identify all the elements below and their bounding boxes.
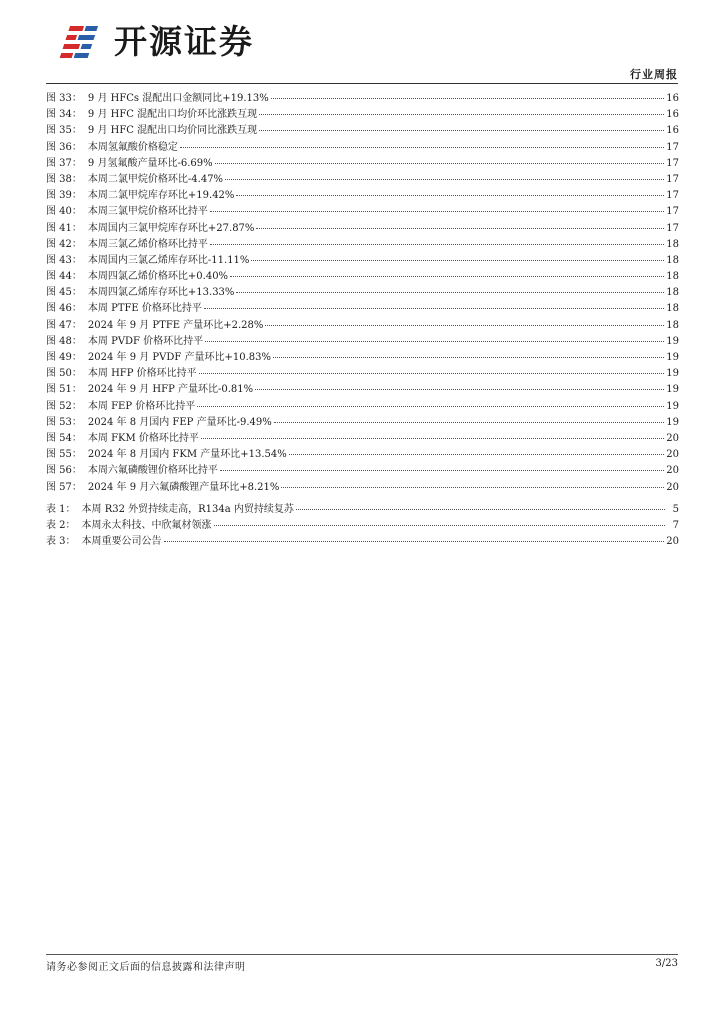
entry-number: 图 35 bbox=[46, 125, 72, 137]
toc-entry[interactable]: 图 49： 2024 年 9 月 PVDF 产量环比+10.83% 19 bbox=[46, 352, 679, 363]
toc-entry[interactable]: 图 34： 9 月 HFC 混配出口均价环比涨跌互现 16 bbox=[46, 109, 679, 121]
entry-number: 图 40 bbox=[46, 206, 72, 218]
entry-number: 图 45 bbox=[46, 287, 72, 299]
toc-entry[interactable]: 表 3： 本周重要公司公告 20 bbox=[46, 536, 679, 548]
dot-leader bbox=[256, 228, 664, 229]
dot-leader bbox=[274, 422, 665, 423]
entry-page: 17 bbox=[666, 157, 679, 169]
entry-number: 图 48 bbox=[46, 335, 72, 347]
entry-page: 18 bbox=[666, 319, 679, 331]
entry-number: 图 43 bbox=[46, 254, 72, 266]
dot-leader bbox=[273, 357, 664, 358]
entry-page: 16 bbox=[666, 93, 679, 104]
entry-title: 本周三氯甲烷价格环比持平 bbox=[87, 206, 208, 218]
entry-title: 本周四氯乙烯库存环比+13.33% bbox=[87, 287, 235, 299]
toc-entry[interactable]: 图 47： 2024 年 9 月 PTFE 产量环比+2.28% 18 bbox=[46, 319, 679, 331]
entry-title: 2024 年 9 月六氟磷酸锂产量环比+8.21% bbox=[87, 481, 280, 493]
entry-title: 本周 FKM 价格环比持平 bbox=[87, 432, 199, 444]
entry-page: 17 bbox=[666, 141, 679, 153]
dot-leader bbox=[259, 114, 664, 115]
dot-leader bbox=[201, 438, 664, 439]
entry-number: 图 50 bbox=[46, 368, 72, 380]
entry-page: 20 bbox=[666, 432, 679, 444]
entry-title: 本周国内三氯甲烷库存环比+27.87% bbox=[87, 222, 255, 234]
dot-leader bbox=[281, 487, 664, 488]
entry-title: 本周二氯甲烷价格环比-4.47% bbox=[87, 173, 224, 185]
entry-title: 2024 年 9 月 HFP 产量环比-0.81% bbox=[87, 384, 254, 396]
entry-title: 本周三氯乙烯价格环比持平 bbox=[87, 238, 208, 250]
entry-page: 18 bbox=[666, 287, 679, 299]
entry-title: 9 月氢氟酸产量环比-6.69% bbox=[87, 157, 213, 169]
dot-leader bbox=[180, 147, 664, 148]
entry-number: 图 49 bbox=[46, 352, 72, 363]
entry-number: 图 41 bbox=[46, 222, 72, 234]
entry-number: 图 34 bbox=[46, 109, 72, 121]
entry-page: 17 bbox=[666, 222, 679, 234]
entry-title: 2024 年 8 月国内 FEP 产量环比-9.49% bbox=[87, 416, 272, 428]
entry-number: 图 39 bbox=[46, 190, 72, 202]
entry-page: 18 bbox=[666, 254, 679, 266]
entry-page: 19 bbox=[666, 352, 679, 363]
page-number: 3/23 bbox=[655, 958, 678, 969]
toc-entry[interactable]: 图 41： 本周国内三氯甲烷库存环比+27.87% 17 bbox=[46, 222, 679, 234]
toc-entry[interactable]: 图 39： 本周二氯甲烷库存环比+19.42% 17 bbox=[46, 190, 679, 202]
entry-title: 本周重要公司公告 bbox=[81, 536, 162, 548]
entry-number: 图 57 bbox=[46, 481, 72, 493]
dot-leader bbox=[205, 341, 664, 342]
entry-number: 图 52 bbox=[46, 400, 72, 412]
toc-entry[interactable]: 图 57： 2024 年 9 月六氟磷酸锂产量环比+8.21% 20 bbox=[46, 481, 679, 493]
toc-entry[interactable]: 图 36： 本周氢氟酸价格稳定 17 bbox=[46, 141, 679, 153]
entry-page: 18 bbox=[666, 303, 679, 315]
toc-entry[interactable]: 表 1： 本周 R32 外贸持续走高，R134a 内贸持续复苏 5 bbox=[46, 504, 679, 515]
toc-entry[interactable]: 图 52： 本周 FEP 价格环比持平 19 bbox=[46, 400, 679, 412]
toc-entry[interactable]: 图 54： 本周 FKM 价格环比持平 20 bbox=[46, 432, 679, 444]
header-divider bbox=[46, 83, 678, 84]
dot-leader bbox=[255, 389, 664, 390]
report-type: 行业周报 bbox=[630, 68, 678, 81]
dot-leader bbox=[199, 373, 665, 374]
dot-leader bbox=[265, 325, 664, 326]
dot-leader bbox=[236, 195, 664, 196]
entry-title: 9 月 HFC 混配出口均价同比涨跌互现 bbox=[87, 125, 258, 137]
brand-logo-icon bbox=[58, 20, 108, 64]
entry-page: 19 bbox=[666, 400, 679, 412]
entry-title: 本周 HFP 价格环比持平 bbox=[87, 368, 197, 380]
entry-page: 20 bbox=[666, 481, 679, 493]
entry-title: 本周二氯甲烷库存环比+19.42% bbox=[87, 190, 235, 202]
dot-leader bbox=[230, 276, 664, 277]
figure-list bbox=[46, 89, 679, 494]
brand-name: 开源证券 bbox=[114, 22, 254, 61]
toc-entry[interactable]: 图 43： 本周国内三氯乙烯库存环比-11.11% 18 bbox=[46, 254, 679, 266]
toc-entry[interactable]: 图 55： 2024 年 8 月国内 FKM 产量环比+13.54% 20 bbox=[46, 449, 679, 461]
entry-page: 20 bbox=[666, 449, 679, 461]
entry-number: 图 53 bbox=[46, 416, 72, 428]
entry-number: 图 33 bbox=[46, 93, 72, 104]
entry-number: 图 38 bbox=[46, 173, 72, 185]
page-header bbox=[0, 0, 724, 86]
entry-title: 本周永太科技、中欣氟材领涨 bbox=[81, 520, 212, 532]
entry-title: 本周六氟磷酸锂价格环比持平 bbox=[87, 465, 218, 477]
entry-page: 19 bbox=[666, 416, 679, 428]
entry-title: 本周四氯乙烯价格环比+0.40% bbox=[87, 271, 229, 283]
entry-number: 图 37 bbox=[46, 157, 72, 169]
entry-title: 本周 PVDF 价格环比持平 bbox=[87, 335, 204, 347]
entry-title: 2024 年 9 月 PTFE 产量环比+2.28% bbox=[87, 319, 264, 331]
dot-leader bbox=[289, 454, 664, 455]
toc-entry[interactable]: 图 40： 本周三氯甲烷价格环比持平 17 bbox=[46, 206, 679, 218]
toc-entry[interactable]: 图 44： 本周四氯乙烯价格环比+0.40% 18 bbox=[46, 271, 679, 283]
table-list bbox=[46, 500, 679, 549]
toc-entry[interactable]: 图 51： 2024 年 9 月 HFP 产量环比-0.81% 19 bbox=[46, 384, 679, 396]
entry-page: 18 bbox=[666, 238, 679, 250]
dot-leader bbox=[197, 406, 664, 407]
dot-leader bbox=[210, 211, 664, 212]
toc-entry[interactable]: 图 48： 本周 PVDF 价格环比持平 19 bbox=[46, 335, 679, 347]
toc-entry[interactable]: 图 35： 9 月 HFC 混配出口均价同比涨跌互现 16 bbox=[46, 125, 679, 137]
entry-page: 5 bbox=[672, 504, 679, 515]
dot-leader bbox=[271, 98, 665, 99]
entry-title: 2024 年 8 月国内 FKM 产量环比+13.54% bbox=[87, 449, 287, 461]
dot-leader bbox=[251, 260, 664, 261]
entry-number: 图 47 bbox=[46, 319, 72, 331]
dot-leader bbox=[164, 541, 665, 542]
entry-page: 7 bbox=[672, 520, 679, 532]
entry-page: 19 bbox=[666, 384, 679, 396]
entry-title: 本周氢氟酸价格稳定 bbox=[87, 141, 178, 153]
dot-leader bbox=[220, 470, 664, 471]
footer-disclaimer: 请务必参阅正文后面的信息披露和法律声明 bbox=[46, 962, 246, 973]
dot-leader bbox=[259, 130, 664, 131]
entry-number: 表 3 bbox=[46, 536, 66, 548]
dot-leader bbox=[204, 308, 664, 309]
footer-divider bbox=[46, 954, 678, 955]
entry-number: 图 54 bbox=[46, 432, 72, 444]
entry-page: 19 bbox=[666, 368, 679, 380]
entry-title: 本周 PTFE 价格环比持平 bbox=[87, 303, 202, 315]
entry-title: 本周 R32 外贸持续走高，R134a 内贸持续复苏 bbox=[81, 504, 294, 515]
entry-page: 16 bbox=[666, 125, 679, 137]
entry-page: 18 bbox=[666, 271, 679, 283]
entry-number: 图 36 bbox=[46, 141, 72, 153]
entry-number: 图 46 bbox=[46, 303, 72, 315]
toc-entry[interactable]: 图 33： 9 月 HFCs 混配出口金额同比+19.13% 16 bbox=[46, 93, 679, 104]
brand-logo bbox=[58, 20, 254, 64]
toc-entry[interactable]: 图 38： 本周二氯甲烷价格环比-4.47% 17 bbox=[46, 173, 679, 185]
entry-title: 2024 年 9 月 PVDF 产量环比+10.83% bbox=[87, 352, 272, 363]
entry-number: 表 1 bbox=[46, 504, 66, 515]
toc-entry[interactable]: 图 37： 9 月氢氟酸产量环比-6.69% 17 bbox=[46, 157, 679, 169]
entry-title: 9 月 HFC 混配出口均价环比涨跌互现 bbox=[87, 109, 258, 121]
toc-entry[interactable]: 图 50： 本周 HFP 价格环比持平 19 bbox=[46, 368, 679, 380]
dot-leader bbox=[210, 244, 664, 245]
dot-leader bbox=[214, 525, 665, 526]
entry-number: 图 44 bbox=[46, 271, 72, 283]
dot-leader bbox=[296, 509, 665, 510]
entry-page: 17 bbox=[666, 206, 679, 218]
entry-page: 17 bbox=[666, 190, 679, 202]
toc-entry[interactable]: 图 45： 本周四氯乙烯库存环比+13.33% 18 bbox=[46, 287, 679, 299]
entry-page: 20 bbox=[666, 465, 679, 477]
toc-entry[interactable]: 图 56： 本周六氟磷酸锂价格环比持平 20 bbox=[46, 465, 679, 477]
toc-entry[interactable]: 表 2： 本周永太科技、中欣氟材领涨 7 bbox=[46, 520, 679, 532]
entry-number: 表 2 bbox=[46, 520, 66, 532]
toc-entry[interactable]: 图 53： 2024 年 8 月国内 FEP 产量环比-9.49% 19 bbox=[46, 416, 679, 428]
entry-page: 17 bbox=[666, 173, 679, 185]
dot-leader bbox=[215, 163, 665, 164]
entry-page: 20 bbox=[666, 536, 679, 548]
toc-entry[interactable]: 图 42： 本周三氯乙烯价格环比持平 18 bbox=[46, 238, 679, 250]
dot-leader bbox=[225, 179, 664, 180]
entry-number: 图 51 bbox=[46, 384, 72, 396]
entry-page: 16 bbox=[666, 109, 679, 121]
entry-title: 本周 FEP 价格环比持平 bbox=[87, 400, 196, 412]
entry-number: 图 42 bbox=[46, 238, 72, 250]
dot-leader bbox=[236, 292, 664, 293]
entry-title: 本周国内三氯乙烯库存环比-11.11% bbox=[87, 254, 250, 266]
entry-page: 19 bbox=[666, 335, 679, 347]
toc-entry[interactable]: 图 46： 本周 PTFE 价格环比持平 18 bbox=[46, 303, 679, 315]
entry-number: 图 56 bbox=[46, 465, 72, 477]
entry-title: 9 月 HFCs 混配出口金额同比+19.13% bbox=[87, 93, 269, 104]
entry-number: 图 55 bbox=[46, 449, 72, 461]
